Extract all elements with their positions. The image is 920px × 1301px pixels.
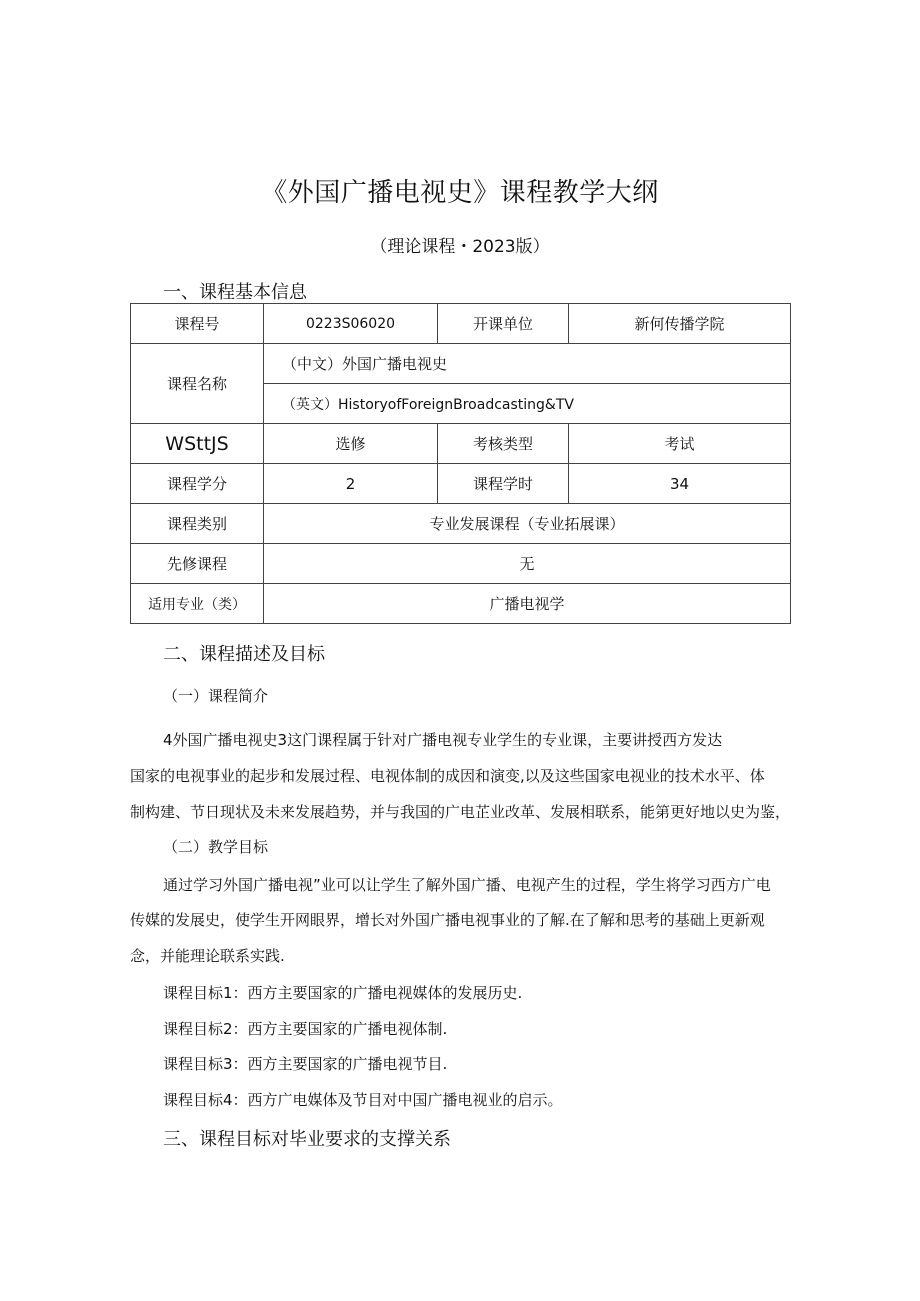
section-heading-basic-info: 一、课程基本信息	[163, 282, 307, 303]
credit-value: 2	[264, 464, 438, 504]
table-row	[131, 344, 791, 384]
unit-value: 新何传播学院	[569, 304, 791, 344]
category-label: 课程类别	[131, 504, 264, 544]
hours-value: 34	[569, 464, 791, 504]
prereq-value: 无	[264, 544, 791, 584]
course-info-table	[130, 303, 791, 624]
major-value: 广播电视学	[264, 584, 791, 624]
page-title: 《外国广播电视史》课程教学大纲	[261, 178, 659, 208]
major-label: 适用专业（类）	[131, 584, 264, 624]
course-nature-label: WSttJS	[131, 424, 264, 464]
category-value: 专业发展课程（专业拓展课）	[264, 504, 791, 544]
table-row	[131, 504, 791, 544]
course-no-value: 0223S06020	[264, 304, 438, 344]
credit-label: 课程学分	[131, 464, 264, 504]
objective-item: 课程目标2：西方主要国家的广播电视体制.	[163, 1020, 448, 1038]
course-name-label: 课程名称	[131, 344, 264, 424]
goal-line: 传媒的发展史，使学生开网眼界，增长对外国广播电视事业的了解.在了解和思考的基础上更新观	[130, 911, 765, 929]
section-heading-support: 三、课程目标对毕业要求的支撑关系	[163, 1129, 451, 1150]
intro-line: 制构建、节日现状及未来发展趋势，并与我国的广电芷业改革、发展相联系，能第更好地以史为鉴，	[130, 803, 791, 821]
table-row	[131, 544, 791, 584]
unit-label: 开课单位	[438, 304, 569, 344]
table-row	[131, 584, 791, 624]
intro-line: 国家的电视事业的起步和发展过程、电视体制的成因和演变,以及这些国家电视业的技术水平、体	[130, 767, 765, 785]
course-name-cn: （中文）外国广播电视史	[264, 344, 791, 384]
table-row	[131, 424, 791, 464]
prereq-label: 先修课程	[131, 544, 264, 584]
exam-type-label: 考核类型	[438, 424, 569, 464]
objective-item: 课程目标4：西方广电媒体及节目对中国广播电视业的启示。	[163, 1091, 563, 1109]
goal-line: 念，并能理论联系实践.	[130, 947, 285, 965]
section-heading-description: 二、课程描述及目标	[163, 644, 325, 665]
table-row	[131, 304, 791, 344]
subsection-heading-goals: （二）教学目标	[163, 838, 269, 856]
course-no-label: 课程号	[131, 304, 264, 344]
intro-line: 4外国广播电视史3这门课程属于针对广播电视专业学生的专业课，主要讲授西方发达	[163, 731, 723, 749]
objective-item: 课程目标1：西方主要国家的广播电视媒体的发展历史.	[163, 984, 523, 1002]
objective-item: 课程目标3：西方主要国家的广播电视节目.	[163, 1055, 448, 1073]
subsection-heading-intro: （一）课程简介	[163, 687, 269, 705]
course-nature-value: 选修	[264, 424, 438, 464]
goal-line: 通过学习外国广播电视”业可以让学生了解外国广播、电视产生的过程，学生将学习西方广电	[163, 876, 771, 894]
course-name-en: （英文）HistoryofForeignBroadcasting&TV	[264, 384, 791, 424]
hours-label: 课程学时	[438, 464, 569, 504]
page-subtitle: （理论课程・2023版）	[370, 237, 550, 257]
table-row	[131, 464, 791, 504]
exam-type-value: 考试	[569, 424, 791, 464]
